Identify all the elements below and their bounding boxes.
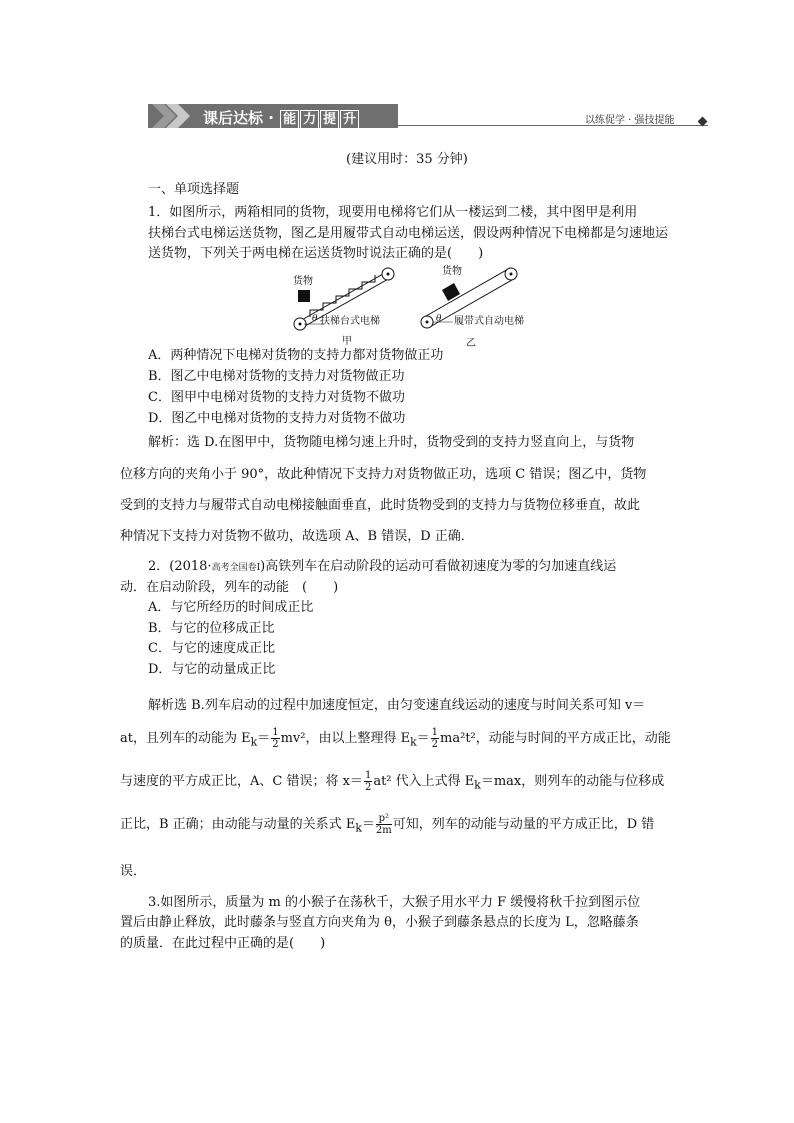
time-note: (建议用时：35 分钟)	[346, 152, 468, 167]
q2-sol3-a: 与速度的平方成正比，A、C 错误；将 x＝	[120, 774, 363, 789]
q1-solution-2: 位移方向的夹角小于 90°，故此种情况下支持力对货物做正功，选项 C 错误；图乙中，货物	[120, 467, 647, 482]
q2-option-c: C．与它的速度成正比	[148, 641, 275, 656]
q2-line2: 动．在启动阶段，列车的动能 ( )	[120, 580, 339, 595]
q1-line2: 扶梯台式电梯运送货物，图乙是用履带式自动电梯运送，假设两种情况下电梯都是匀速地运	[148, 226, 669, 241]
q2-sol2-c: mv²，由以上整理得 E	[280, 731, 411, 746]
frac-num: 1	[272, 727, 279, 738]
conveyor-theta: θ	[436, 314, 442, 324]
sub-k-2: k	[410, 735, 417, 749]
q2-sol2-d: ＝	[416, 731, 430, 746]
q3-line1: 3.如图所示，质量为 m 的小猴子在荡秋千，大猴子用水平力 F 缓慢将秋千拉到图示位	[148, 895, 641, 910]
frac-den: 2	[364, 782, 372, 793]
banner-char-4: 升	[340, 110, 359, 129]
q1-option-b: B．图乙中电梯对货物的支持力对货物做正功	[148, 369, 405, 384]
banner-char-2: 力	[300, 110, 319, 129]
q1-option-c: C．图甲中电梯对货物的支持力对货物不做功	[148, 390, 405, 405]
sub-k-4: k	[355, 821, 362, 835]
banner-dot: ·	[268, 109, 274, 127]
frac-num: p²	[376, 813, 392, 825]
banner-char-3: 提	[320, 110, 339, 129]
chevron-arrows-icon	[152, 104, 200, 128]
conveyor-cargo-label: 货物	[442, 266, 462, 277]
q2-solution-3	[120, 770, 664, 793]
escalator-cargo-label: 货物	[293, 276, 313, 287]
q1-line3: 送货物，下列关于两电梯在运送货物时说法正确的是( )	[148, 246, 484, 261]
sub-k-3: k	[474, 778, 481, 792]
q2-option-a: A．与它所经历的时间成正比	[148, 600, 314, 615]
q2-solution-1: 解析选 B.列车启动的过程中加速度恒定，由匀变速直线运动的速度与时间关系可知 v＝	[148, 698, 646, 713]
q1-line1: 1．如图所示，两箱相同的货物，现要用电梯将它们从一楼运到二楼，其中图甲是利用	[148, 205, 638, 220]
q2-source: 高考全国卷Ⅰ	[211, 563, 261, 573]
q3-line3: 的质量．在此过程中正确的是( )	[120, 936, 326, 951]
frac-den: 2m	[375, 825, 392, 836]
q2-solution-2	[120, 727, 671, 750]
figure-conveyor	[418, 262, 538, 347]
q2-line1-post: )高铁列车在启动阶段的运动可看做初速度为零的匀加速直线运	[260, 559, 617, 574]
q2-solution-4	[120, 813, 654, 836]
q2-sol2-e: ma²t²，动能与时间的平方成正比，动能	[440, 731, 671, 746]
escalator-caption: 甲	[342, 336, 352, 347]
fraction-half-2	[431, 727, 439, 750]
figure-escalator	[290, 262, 400, 347]
q1-solution-4: 种情况下支持力对货物不做功，故选项 A、B 错误，D 正确．	[120, 529, 474, 544]
q2-solution-5: 误．	[120, 864, 147, 879]
q2-line1	[148, 557, 616, 578]
fraction-half-3	[364, 770, 372, 793]
escalator-name: 扶梯台式电梯	[320, 316, 380, 327]
q2-sol3-b: at² 代入上式得 E	[373, 774, 475, 789]
sub-k-1: k	[250, 735, 258, 749]
conveyor-caption: 乙	[466, 338, 476, 349]
banner-char-1: 能	[280, 110, 299, 129]
q2-sol2-a: at，且列车的动能为 E	[120, 731, 251, 746]
header-banner	[148, 104, 398, 128]
q2-sol4-b: ＝	[361, 817, 375, 832]
fraction-p2-2m	[376, 813, 392, 836]
banner-left-label: 课后达标	[203, 109, 264, 127]
q2-sol2-b: ＝	[257, 731, 271, 746]
frac-den: 2	[272, 739, 279, 750]
conveyor-name: 履带式自动电梯	[454, 316, 524, 327]
banner-title	[203, 107, 359, 129]
q2-line1-pre: 2．(2018·	[148, 559, 212, 574]
q2-option-d: D．与它的动量成正比	[148, 662, 276, 677]
escalator-theta: θ	[312, 314, 318, 324]
q2-sol4-a: 正比，B 正确；由动能与动量的关系式 E	[120, 817, 356, 832]
q1-solution-1: 解析：选 D.在图甲中，货物随电梯匀速上升时，货物受到的支持力竖直向上，与货物	[148, 435, 635, 450]
q1-option-d: D．图乙中电梯对货物的支持力对货物不做功	[148, 411, 406, 426]
section-title: 一、单项选择题	[148, 182, 240, 197]
frac-den: 2	[431, 739, 439, 750]
q2-option-b: B．与它的位移成正比	[148, 621, 275, 636]
fraction-half-1	[271, 727, 279, 750]
header-right-note: 以练促学 · 强技提能	[585, 115, 675, 126]
frac-num: 1	[431, 727, 439, 738]
frac-num: 1	[364, 770, 372, 781]
q3-line2: 置后由静止释放，此时藤条与竖直方向夹角为 θ，小猴子到藤条悬点的长度为 L，忽略藤条	[120, 915, 639, 930]
q1-option-a: A．两种情况下电梯对货物的支持力都对货物做正功	[148, 348, 444, 363]
q2-sol4-c: 可知，列车的动能与动量的平方成正比，D 错	[392, 817, 655, 832]
q2-sol3-c: ＝max，则列车的动能与位移成	[480, 774, 665, 789]
q1-solution-3: 受到的支持力与履带式自动电梯接触面垂直，此时货物受到的支持力与货物位移垂直，故此	[120, 498, 641, 513]
